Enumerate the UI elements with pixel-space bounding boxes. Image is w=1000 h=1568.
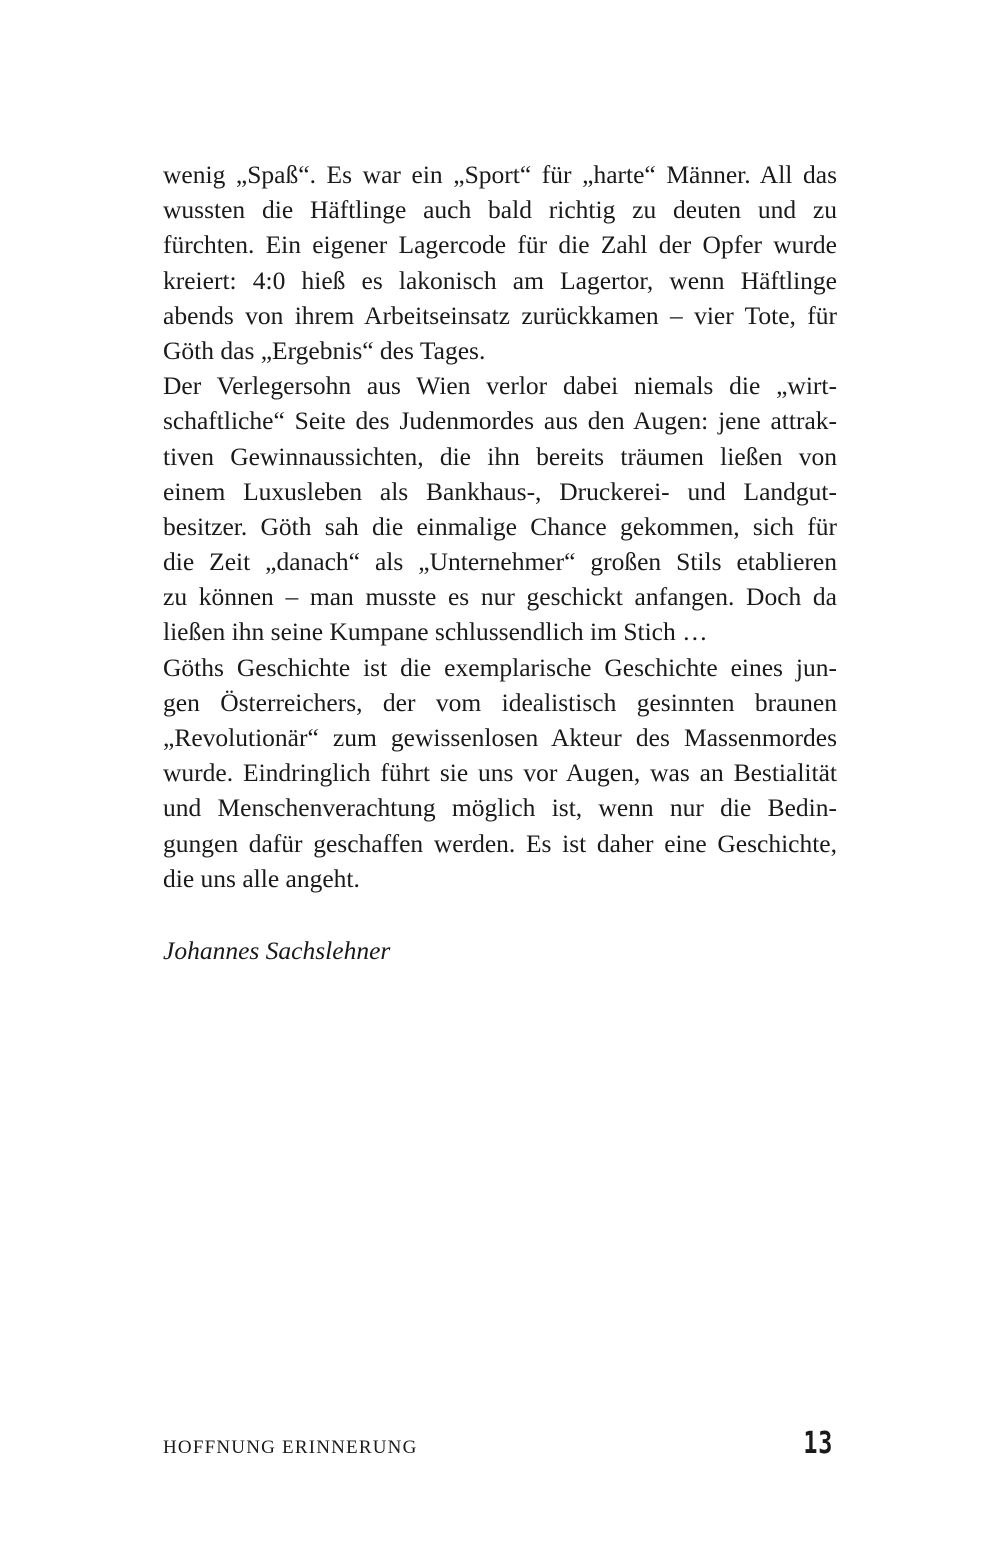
text-line: fürchten. Ein eigener Lagercode für die Zahl der Opfer wurde (163, 230, 837, 260)
author-signature: Johannes Sachslehner (163, 936, 391, 965)
text-line: wenig „Spaß“. Es war ein „Sport“ für „harte“ Männer. All das (163, 160, 837, 189)
text-line: schaftliche“ Seite des Judenmordes aus den Augen: jene attrak- (163, 406, 837, 436)
text-line: besitzer. Göth sah die einmalige Chance gekommen, sich für (163, 511, 837, 541)
text-line: die Zeit „danach“ als „Unternehmer“ großen Stils etablieren (163, 547, 837, 577)
text-line: Göth das „Ergebnis“ des Tages. (163, 335, 486, 365)
text-line: „Revolutionär“ zum gewissenlosen Akteur des Massenmordes (163, 723, 837, 752)
text-line: Göths Geschichte ist die exemplarische Geschichte eines jun- (163, 652, 837, 682)
text-line: tiven Gewinnaussichten, die ihn bereits träumen ließen von (163, 441, 837, 471)
text-line: wussten die Häftlinge auch bald richtig zu deuten und zu (163, 195, 837, 225)
footer-series-title: HOFFNUNG ERINNERUNG (163, 1437, 418, 1458)
text-line: einem Luxusleben als Bankhaus-, Druckerei- und Landgut- (163, 476, 837, 506)
text-line: wurde. Eindringlich führt sie uns vor Augen, was an Bestialität (163, 758, 837, 788)
text-line: gen Österreichers, der vom idealistisch gesinnten braunen (163, 687, 837, 717)
text-line: und Menschenverachtung möglich ist, wenn nur die Bedin- (163, 793, 837, 823)
text-line: die uns alle angeht. (163, 863, 360, 893)
body-text (163, 157, 837, 896)
text-line: Der Verlegersohn aus Wien verlor dabei niemals die „wirt- (163, 371, 837, 401)
text-line: abends von ihrem Arbeitseinsatz zurückkamen – vier Tote, für (163, 300, 837, 330)
page-number: 13 (803, 1426, 833, 1461)
text-line: kreiert: 4:0 hieß es lakonisch am Lagertor, wenn Häftlinge (163, 265, 837, 295)
text-line: gungen dafür geschaffen werden. Es ist daher eine Geschichte, (163, 828, 837, 858)
text-line: zu können – man musste es nur geschickt anfangen. Doch da (163, 582, 837, 612)
text-line: ließen ihn seine Kumpane schlussendlich im Stich … (163, 617, 708, 647)
